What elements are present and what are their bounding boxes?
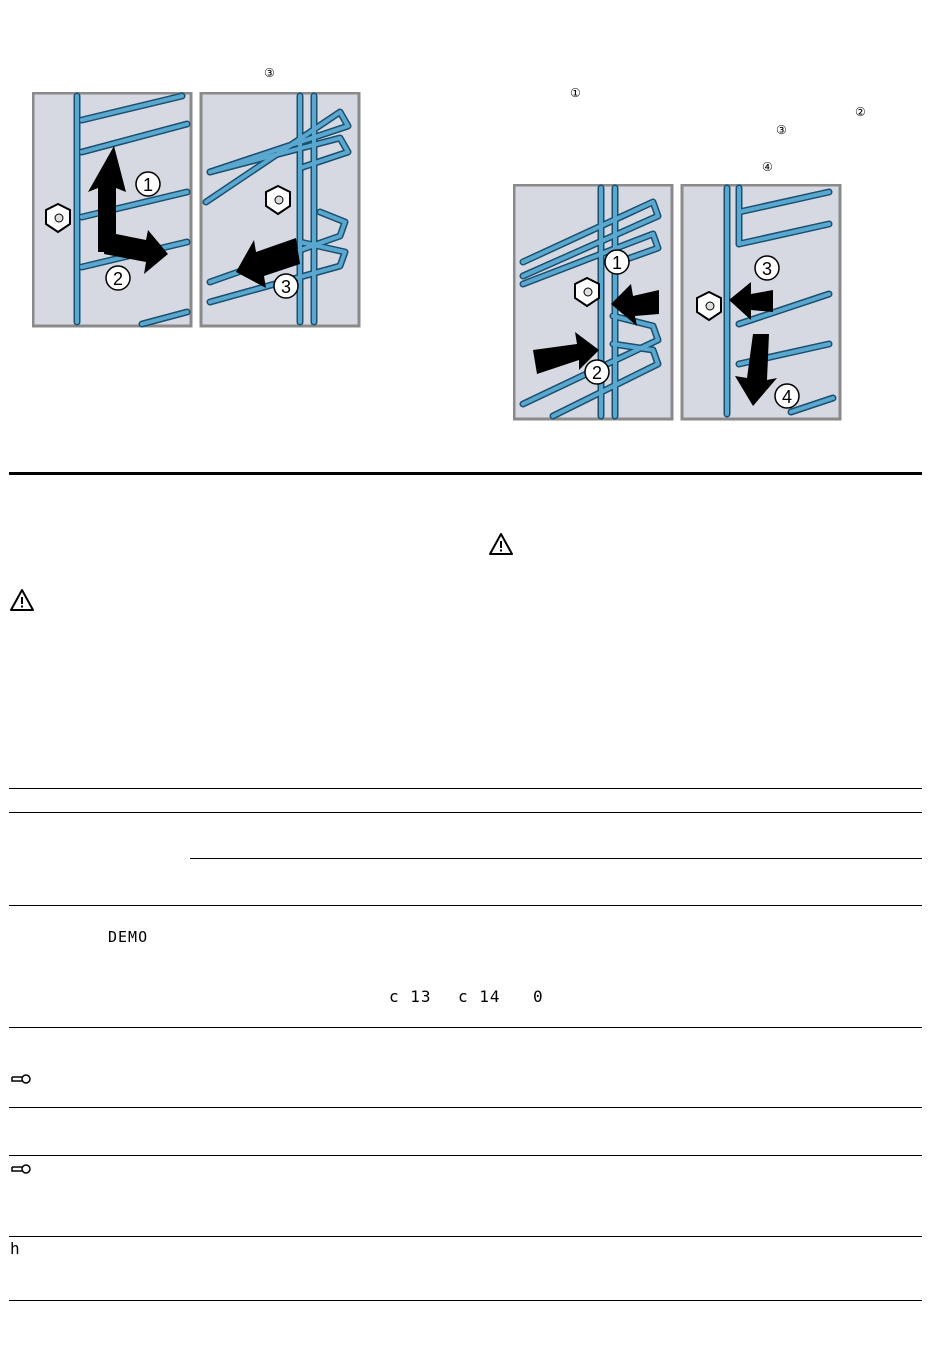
table-rule (9, 812, 922, 813)
section-divider (9, 472, 922, 475)
key-icon (10, 1163, 32, 1175)
callout-1-top-right: ① (570, 86, 581, 100)
callout-3-top-right: ③ (776, 123, 787, 137)
display-code-c13: c 13 (389, 987, 432, 1006)
h-display-symbol: h (10, 1239, 21, 1258)
display-code-c14: c 14 (458, 987, 501, 1006)
figure-b-label-2: 2 (591, 363, 603, 383)
figure-rail-removal (32, 92, 362, 328)
demo-display-text: DEMO (108, 928, 149, 946)
figure-a-label-1: 1 (142, 175, 154, 195)
warning-triangle-icon (9, 588, 35, 612)
callout-3-top-left: ③ (264, 66, 275, 80)
display-code-0: 0 (533, 987, 544, 1006)
figure-b-label-3: 3 (761, 259, 773, 279)
table-rule (9, 1027, 922, 1028)
key-icon (10, 1073, 32, 1085)
figure-a-label-3: 3 (280, 277, 292, 297)
figure-b-label-4: 4 (781, 387, 793, 407)
callout-2-top-right: ② (855, 105, 866, 119)
figure-b-label-1: 1 (611, 253, 623, 273)
table-rule (9, 1107, 922, 1108)
figure-b-panel-1 (514, 185, 672, 419)
figure-a-panel-1 (33, 93, 191, 326)
table-rule-top (9, 788, 922, 789)
table-rule (9, 905, 922, 906)
figure-a-panel-2 (201, 93, 359, 326)
figure-rail-attach (513, 184, 843, 422)
table-rule (9, 1236, 922, 1237)
figure-b-panel-2 (682, 185, 840, 419)
table-rule-bottom (9, 1300, 922, 1301)
table-rule-partial (190, 858, 922, 859)
table-rule (9, 1155, 922, 1156)
figure-a-label-2: 2 (112, 269, 124, 289)
callout-4-top-right: ④ (762, 160, 773, 174)
warning-triangle-icon (488, 532, 514, 556)
